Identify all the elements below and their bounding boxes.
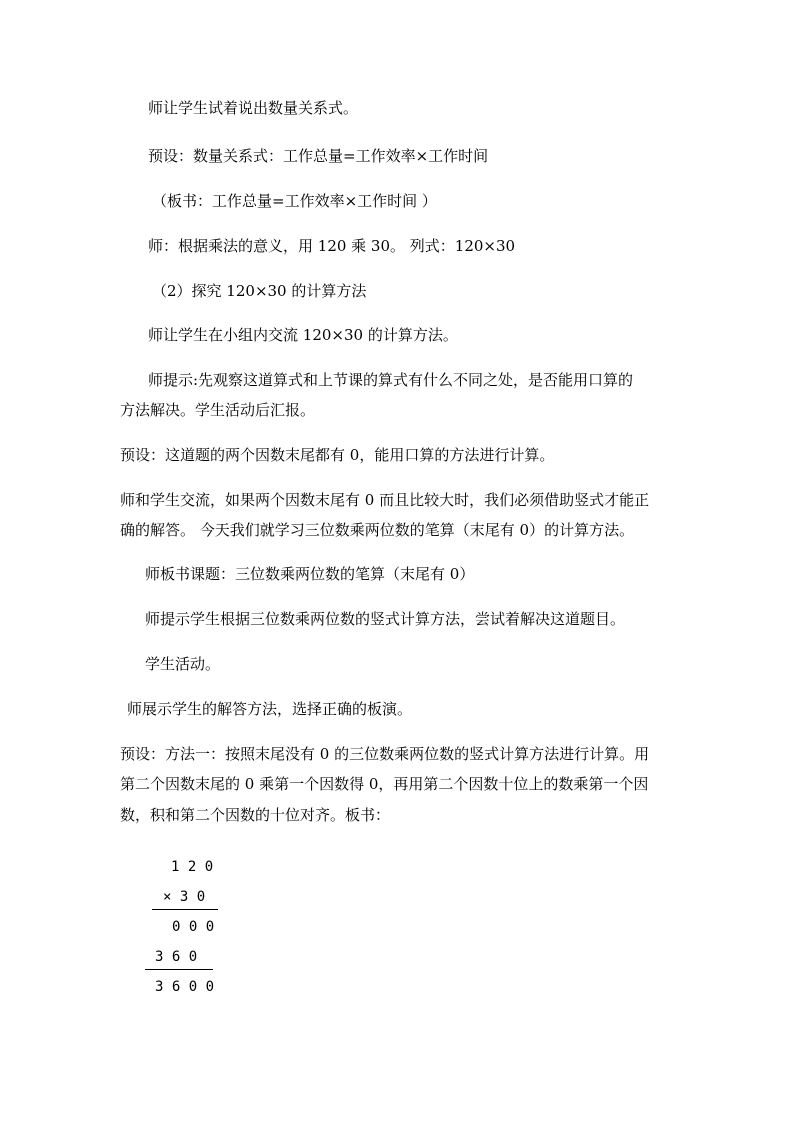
calc-partial-product-2: 3 6 0	[155, 949, 198, 965]
paragraph-line: 确的解答。 今天我们就学习三位数乘两位数的笔算（末尾有 0）的计算方法。	[120, 521, 635, 539]
paragraph-line: 师提示:先观察这道算式和上节课的算式有什么不同之处，是否能用口算的	[148, 371, 634, 389]
paragraph-line: 师和学生交流，如果两个因数末尾有 0 而且比较大时，我们必须借助竖式才能正	[120, 491, 650, 509]
calc-rule	[152, 909, 218, 910]
paragraph-line: 数，积和第二个因数的十位对齐。板书：	[120, 806, 391, 824]
paragraph: 师让学生试着说出数量关系式。	[148, 99, 359, 117]
paragraph: 师提示学生根据三位数乘两位数的竖式计算方法，尝试着解决这道题目。	[145, 610, 626, 628]
paragraph: 预设：这道题的两个因数末尾都有 0，能用口算的方法进行计算。	[120, 446, 555, 464]
paragraph: 师：根据乘法的意义，用 120 乘 30。 列式：120×30	[148, 237, 516, 255]
paragraph: 学生活动。	[145, 655, 221, 673]
paragraph: （板书：工作总量=工作效率×工作时间 ）	[152, 192, 437, 210]
section-heading: （2）探究 120×30 的计算方法	[152, 282, 367, 300]
paragraph-line: 方法解决。学生活动后汇报。	[120, 401, 316, 419]
paragraph: 师让学生在小组内交流 120×30 的计算方法。	[148, 326, 458, 344]
calc-rule	[145, 969, 213, 970]
calc-partial-product-1: 0 0 0	[172, 919, 215, 935]
paragraph: 预设：数量关系式：工作总量=工作效率×工作时间	[148, 147, 489, 165]
paragraph: 师展示学生的解答方法，选择正确的板演。	[127, 700, 413, 718]
paragraph: 师板书课题：三位数乘两位数的笔算（末尾有 0）	[145, 565, 475, 583]
calc-product: 3 6 0 0	[155, 979, 215, 995]
calc-multiplier: × 3 0	[163, 889, 206, 905]
paragraph-line: 预设：方法一：按照末尾没有 0 的三位数乘两位数的竖式计算方法进行计算。用	[120, 745, 650, 763]
calc-multiplicand: 1 2 0	[171, 859, 214, 875]
paragraph-line: 第二个因数末尾的 0 乘第一个因数得 0，再用第二个因数十位上的数乘第一个因	[120, 775, 649, 793]
